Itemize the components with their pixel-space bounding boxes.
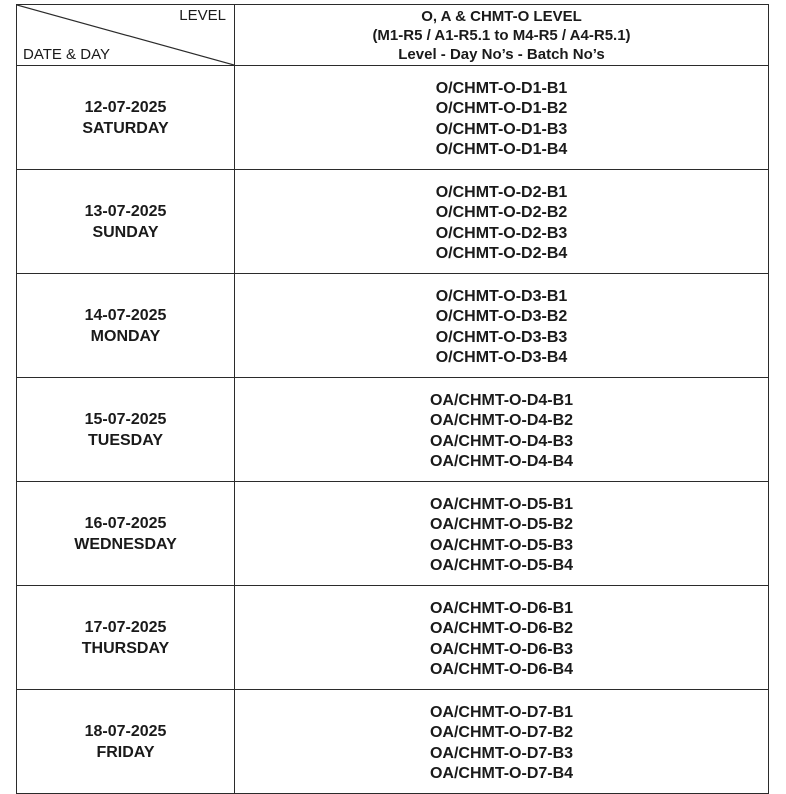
batch-code: OA/CHMT-O-D4-B2 (429, 412, 574, 429)
batch-list (235, 699, 768, 785)
date-day-label: DATE & DAY (23, 46, 110, 63)
exam-day: MONDAY (90, 327, 161, 345)
level-header-cell (235, 5, 769, 66)
level-label: LEVEL (179, 7, 226, 24)
batch-list (235, 75, 768, 161)
exam-date: 14-07-2025 (84, 306, 167, 324)
header-row (17, 5, 769, 66)
batch-code: O/CHMT-O-D2-B4 (435, 245, 568, 262)
exam-day: SATURDAY (82, 119, 169, 137)
batch-code: O/CHMT-O-D1-B3 (435, 120, 568, 138)
batch-code: OA/CHMT-O-D7-B1 (429, 703, 574, 721)
schedule-row (17, 66, 769, 170)
exam-date: 12-07-2025 (84, 98, 167, 116)
batch-code: OA/CHMT-O-D5-B1 (429, 495, 574, 513)
date-day-cell (17, 482, 235, 586)
schedule-row (17, 586, 769, 690)
exam-date: 16-07-2025 (84, 514, 167, 532)
date-day-cell (17, 170, 235, 274)
exam-day: SUNDAY (92, 223, 159, 241)
batch-code: OA/CHMT-O-D6-B1 (429, 599, 574, 617)
date-day-cell (17, 690, 235, 794)
schedule-row (17, 170, 769, 274)
batch-code: O/CHMT-O-D2-B3 (435, 224, 568, 242)
corner-header-cell (17, 5, 235, 66)
batch-code: OA/CHMT-O-D5-B4 (429, 557, 574, 574)
schedule-row (17, 690, 769, 794)
batch-cell (235, 690, 769, 794)
batch-code: O/CHMT-O-D1-B4 (435, 141, 568, 158)
exam-schedule-table (16, 4, 769, 794)
batch-code: O/CHMT-O-D3-B3 (435, 328, 568, 346)
batch-list (235, 491, 768, 577)
batch-list (235, 283, 768, 369)
batch-code: OA/CHMT-O-D7-B4 (429, 765, 574, 782)
batch-cell (235, 378, 769, 482)
batch-code: OA/CHMT-O-D4-B1 (429, 391, 574, 409)
batch-cell (235, 482, 769, 586)
batch-code: OA/CHMT-O-D6-B2 (429, 620, 574, 637)
batch-code: OA/CHMT-O-D6-B3 (429, 640, 574, 658)
batch-code: O/CHMT-O-D3-B2 (435, 308, 568, 325)
batch-code: O/CHMT-O-D1-B1 (435, 79, 568, 97)
date-day-cell (17, 586, 235, 690)
batch-code: O/CHMT-O-D3-B4 (435, 349, 568, 366)
exam-date: 15-07-2025 (84, 410, 167, 428)
batch-cell (235, 170, 769, 274)
batch-code: O/CHMT-O-D2-B2 (435, 204, 568, 221)
schedule-row (17, 274, 769, 378)
exam-day: FRIDAY (96, 743, 155, 761)
batch-cell (235, 66, 769, 170)
exam-date: 17-07-2025 (84, 618, 167, 636)
batch-code: OA/CHMT-O-D7-B3 (429, 744, 574, 762)
batch-code: O/CHMT-O-D3-B1 (435, 287, 568, 305)
batch-code: OA/CHMT-O-D5-B2 (429, 516, 574, 533)
date-day-cell (17, 378, 235, 482)
batch-cell (235, 274, 769, 378)
schedule-row (17, 378, 769, 482)
batch-code: OA/CHMT-O-D4-B4 (429, 453, 574, 470)
batch-cell (235, 586, 769, 690)
header-module-range: (M1-R5 / A1-R5.1 to M4-R5 / A4-R5.1) (372, 26, 631, 44)
exam-day: THURSDAY (81, 639, 170, 657)
date-day-cell (17, 274, 235, 378)
schedule-row (17, 482, 769, 586)
exam-date: 18-07-2025 (84, 722, 167, 740)
batch-code: O/CHMT-O-D2-B1 (435, 183, 568, 201)
batch-code: OA/CHMT-O-D6-B4 (429, 661, 574, 678)
batch-list (235, 179, 768, 265)
exam-date: 13-07-2025 (84, 202, 167, 220)
date-day-cell (17, 66, 235, 170)
header-batch-legend: Level - Day No’s - Batch No’s (398, 45, 605, 63)
batch-list (235, 387, 768, 473)
batch-code: OA/CHMT-O-D4-B3 (429, 432, 574, 450)
exam-day: TUESDAY (88, 431, 163, 449)
batch-list (235, 595, 768, 681)
exam-day: WEDNESDAY (74, 535, 177, 553)
batch-code: OA/CHMT-O-D7-B2 (429, 724, 574, 741)
header-title: O, A & CHMT-O LEVEL (421, 7, 582, 25)
batch-code: OA/CHMT-O-D5-B3 (429, 536, 574, 554)
batch-code: O/CHMT-O-D1-B2 (435, 100, 568, 117)
